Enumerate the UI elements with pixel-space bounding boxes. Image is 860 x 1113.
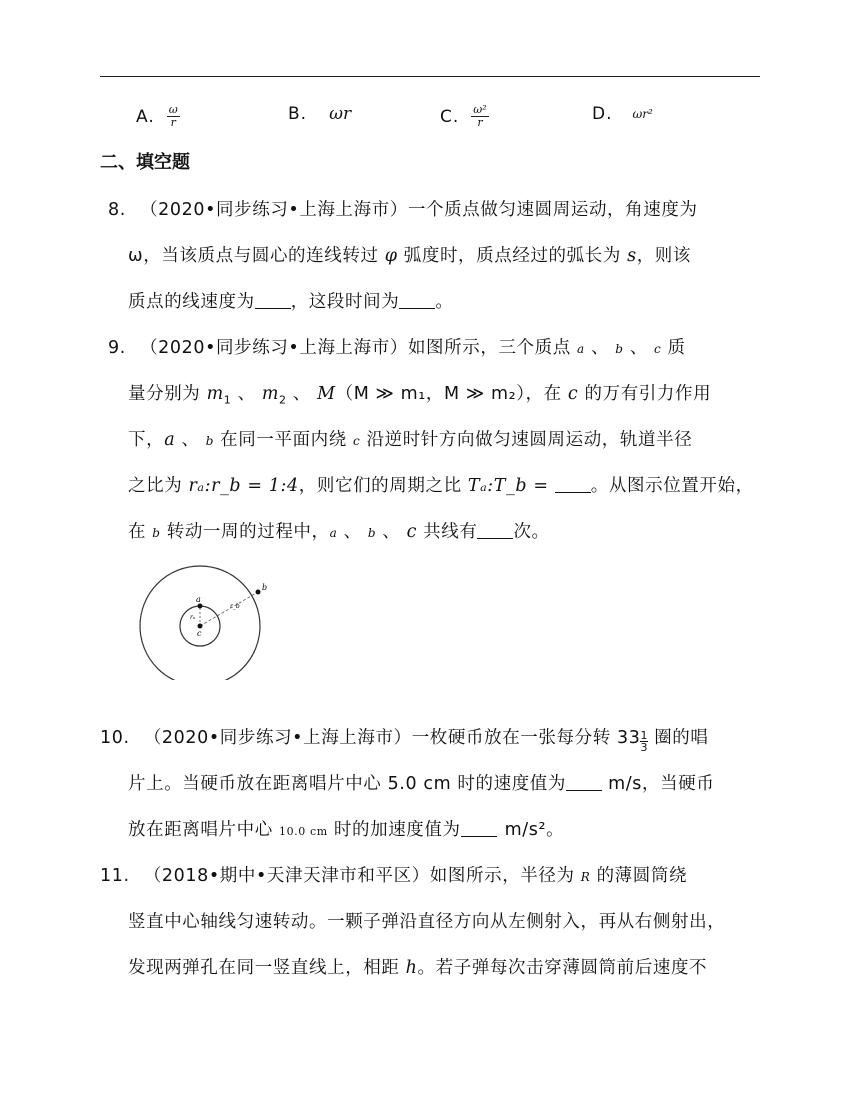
section-title: 二、填空题: [100, 152, 190, 173]
q10-number: 10.: [100, 728, 130, 748]
option-c-fraction: $\frac{\text{ω²}}{r}$: [473, 103, 487, 129]
orbit-diagram: [126, 564, 276, 680]
q10-line2: 片上。当硬币放在距离唱片中心 5.0 cm 时的速度值为 m/s，当硬币: [128, 774, 715, 794]
option-b-value: ωr: [329, 104, 352, 124]
rpm-fraction: $\frac{1}{3}$: [640, 729, 649, 754]
q8-line3: 质点的线速度为 ，这段时间为 。: [128, 292, 454, 312]
q11-line1: 11. （2018•期中•天津天津市和平区）如图所示，半径为 R 的薄圆筒绕: [100, 866, 688, 886]
q9-number: 9.: [108, 338, 126, 358]
q11-number: 11.: [100, 866, 130, 886]
q9-blank-2[interactable]: [477, 522, 513, 539]
label-c: c: [197, 629, 202, 638]
option-d-label: D.: [592, 104, 613, 124]
answer-options: [0, 104, 860, 140]
outer-orbit: [140, 566, 260, 680]
q8-line1: 8. （2020•同步练习•上海上海市）一个质点做匀速圆周运动，角速度为: [108, 200, 698, 220]
option-a-label: A.: [136, 106, 155, 127]
label-a: a: [196, 595, 201, 604]
q9-line5: 在 b 转动一周的过程中，a 、 b 、 c 共线有 次。: [128, 522, 550, 542]
option-c-label: C.: [440, 106, 460, 127]
header-rule: [100, 76, 760, 77]
label-ra: rₐ: [190, 614, 196, 621]
label-rb: r_b: [230, 603, 240, 610]
q9-line4: 之比为 rₐ:r_b = 1:4，则它们的周期之比 Tₐ:T_b = 。从图示位置开始，: [128, 476, 754, 496]
q8-blank-2[interactable]: [399, 292, 435, 309]
q11-line3: 发现两弹孔在同一竖直线上，相距 h。若子弹每次击穿薄圆筒前后速度不: [128, 958, 708, 978]
option-d[interactable]: [592, 104, 653, 124]
q10-blank-1[interactable]: [566, 774, 602, 791]
q8-blank-1[interactable]: [255, 292, 291, 309]
option-c[interactable]: [440, 104, 489, 129]
q9-line1: 9. （2020•同步练习•上海上海市）如图所示，三个质点 a 、 b 、 c 质: [108, 338, 686, 358]
option-d-value: ωr²: [632, 107, 653, 121]
q9-line3: 下，a 、 b 在同一平面内绕 c 沿逆时针方向做匀速圆周运动，轨道半径: [128, 430, 693, 450]
q10-line3: 放在距离唱片中心 10.0 cm 时的加速度值为 m/s²。: [128, 820, 565, 840]
label-b: b: [262, 583, 268, 592]
radius-b-line: [200, 592, 258, 626]
q9-line2: 量分别为 $m_1$ 、 $m_2$ 、 M（M ≫ m₁，M ≫ m₂），在 c 的万有引力作用: [128, 384, 712, 407]
q9-blank-1[interactable]: [555, 476, 591, 493]
q11-line2: 竖直中心轴线匀速转动。一颗子弹沿直径方向从左侧射入，再从右侧射出，: [128, 912, 726, 932]
option-a-fraction: $\frac{\omega}{r}$: [168, 103, 178, 129]
q8-line2: ω，当该质点与圆心的连线转过 φ 弧度时，质点经过的弧长为 s，则该: [128, 246, 692, 266]
option-a[interactable]: [136, 104, 180, 129]
q10-blank-2[interactable]: [461, 820, 497, 837]
point-b: [256, 590, 261, 595]
q8-number: 8.: [108, 200, 126, 220]
point-c: [198, 624, 203, 629]
q10-line1: 10. （2020•同步练习•上海上海市）一枚硬币放在一张每分转 33 $\frac{1}{3}$ 圈的唱: [100, 728, 709, 754]
option-b[interactable]: [288, 104, 351, 124]
option-b-label: B.: [288, 104, 308, 124]
point-a: [198, 604, 203, 609]
